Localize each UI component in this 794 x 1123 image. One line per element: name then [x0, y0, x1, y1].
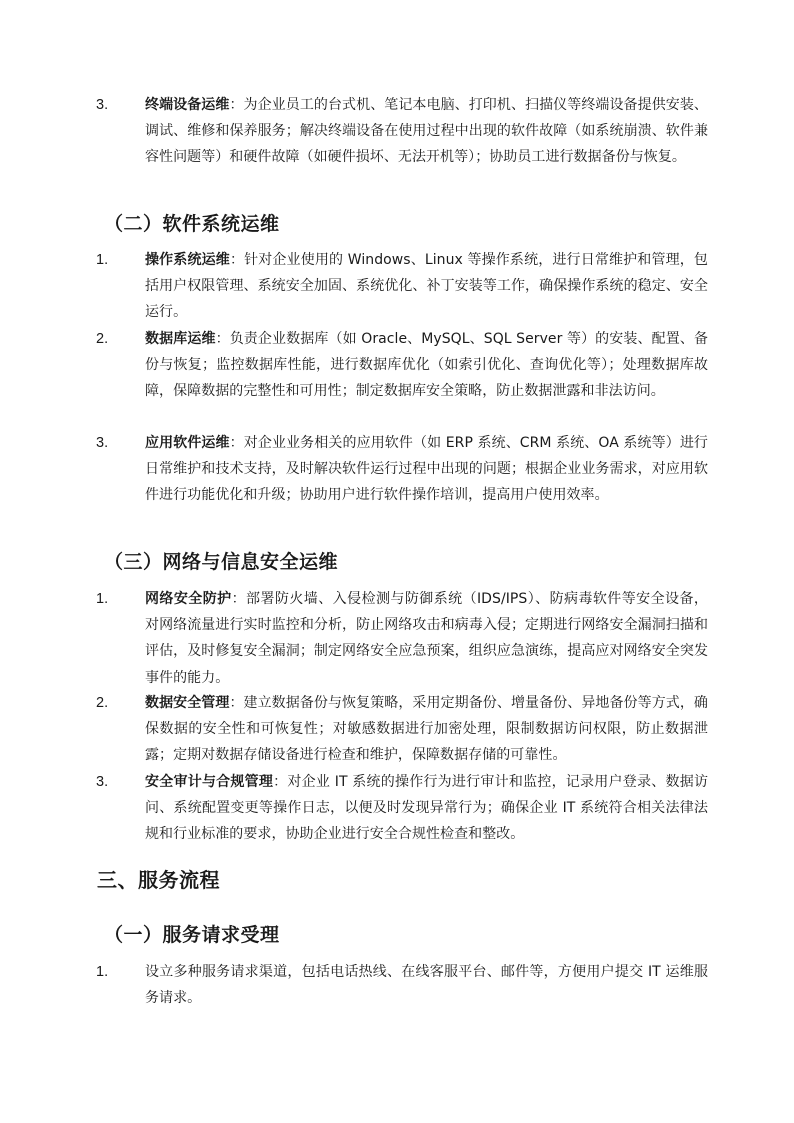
- item-body: 建立数据备份与恢复策略，采用定期备份、增量备份、异地备份等方式，确保数据的安全性和可恢复性；对敏感数据进行加密处理，限制数据访问权限，防止数据泄露；定期对数据存储设备进行检查和维护，保障数据存储的可靠性。: [145, 695, 708, 764]
- item-body: 对企业业务相关的应用软件（如 ERP 系统、CRM 系统、OA 系统等）进行日常维护和技术支持，及时解决软件运行过程中出现的问题；根据企业业务需求，对应用软件进行功能优化和升级；协助用户进行软件操作培训，提高用户使用效率。: [145, 435, 708, 504]
- item-body: 针对企业使用的 Windows、Linux 等操作系统，进行日常维护和管理，包括用户权限管理、系统安全加固、系统优化、补丁安装等工作，确保操作系统的稳定、安全运行。: [145, 252, 708, 321]
- list-item-os-maintenance: [96, 247, 708, 326]
- list-item-db-maintenance: [96, 326, 708, 405]
- label-colon: ：: [231, 591, 247, 607]
- list-item-text: [145, 92, 708, 171]
- label-colon: ：: [215, 331, 230, 347]
- item-label: 网络安全防护: [145, 591, 232, 607]
- list-number: 1.: [96, 252, 109, 268]
- list-number: 3.: [96, 97, 109, 113]
- item-label: 操作系统运维: [145, 252, 230, 268]
- list-item-text: [145, 959, 708, 1011]
- list-item-request-channels: [96, 959, 708, 1011]
- item-body: 负责企业数据库（如 Oracle、MySQL、SQL Server 等）的安装、配置、备份与恢复；监控数据库性能，进行数据库优化（如索引优化、查询优化等）；处理数据库故障，保障数据的完整性和可用性；制定数据库安全策略，防止数据泄露和非法访问。: [145, 331, 709, 400]
- list-item-text: [145, 326, 708, 405]
- item-label: 数据安全管理: [145, 695, 230, 711]
- item-label: 应用软件运维: [145, 435, 230, 451]
- section-heading-request-intake: （一）服务请求受理: [104, 924, 280, 946]
- label-colon: ：: [229, 435, 244, 451]
- item-label: 数据库运维: [145, 331, 216, 347]
- item-body: 部署防火墙、入侵检测与防御系统（IDS/IPS）、防病毒软件等安全设备，对网络流量进行实时监控和分析，防止网络攻击和病毒入侵；定期进行网络安全漏洞扫描和评估，及时修复安全漏洞；制定网络安全应急预案，组织应急演练，提高应对网络安全突发事件的能力。: [145, 591, 708, 686]
- list-number: 3.: [96, 435, 109, 451]
- list-item-text: [145, 247, 708, 326]
- list-item-network-security: [96, 586, 708, 691]
- item-label: 终端设备运维: [145, 97, 230, 113]
- section-heading-network-security: （三）网络与信息安全运维: [104, 551, 339, 573]
- list-number: 2.: [96, 331, 109, 347]
- list-item-audit-compliance: [96, 769, 708, 848]
- item-body: 为企业员工的台式机、笔记本电脑、打印机、扫描仪等终端设备提供安装、调试、维修和保养服务；解决终端设备在使用过程中出现的软件故障（如系统崩溃、软件兼容性问题等）和硬件故障（如硬件损坏、无法开机等）；协助员工进行数据备份与恢复。: [145, 97, 708, 166]
- item-body: 设立多种服务请求渠道，包括电话热线、在线客服平台、邮件等，方便用户提交 IT 运维服务请求。: [145, 964, 708, 1007]
- item-body: 对企业 IT 系统的操作行为进行审计和监控，记录用户登录、数据访问、系统配置变更等操作日志，以便及时发现异常行为；确保企业 IT 系统符合相关法律法规和行业标准的要求，协助企业进行安全合规性检查和整改。: [145, 774, 708, 843]
- list-number: 1.: [96, 591, 109, 607]
- list-number: 2.: [96, 695, 109, 711]
- label-colon: ：: [273, 774, 288, 790]
- label-colon: ：: [229, 695, 244, 711]
- list-number: 1.: [96, 964, 109, 980]
- list-item-data-security: [96, 690, 708, 769]
- label-colon: ：: [229, 252, 245, 268]
- list-item-text: [145, 769, 708, 848]
- list-number: 3.: [96, 774, 109, 790]
- chapter-heading-service-process: 三、服务流程: [97, 868, 220, 892]
- list-item-text: [145, 690, 708, 769]
- list-item-text: [145, 430, 708, 509]
- item-label: 安全审计与合规管理: [145, 774, 274, 790]
- list-item-app-maintenance: [96, 430, 708, 509]
- list-item-terminal-maintenance: [96, 92, 708, 171]
- section-heading-software: （二）软件系统运维: [104, 213, 280, 235]
- label-colon: ：: [229, 97, 244, 113]
- list-item-text: [145, 586, 708, 691]
